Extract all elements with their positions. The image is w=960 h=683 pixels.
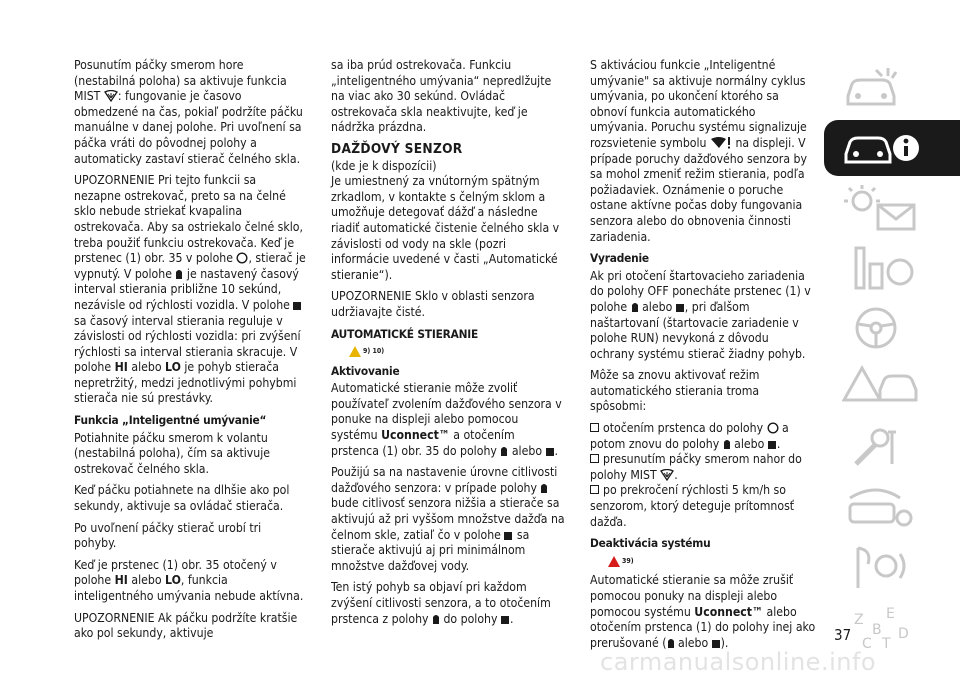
auto-square-icon xyxy=(546,448,555,457)
tab-maintenance[interactable] xyxy=(824,420,960,476)
paragraph: Keď páčku potiahnete na dlhšie ako pol sekundy, aktivuje sa ovládač stierača. xyxy=(74,483,290,514)
tab-dashboard[interactable] xyxy=(824,60,960,116)
auto-square-icon xyxy=(676,304,685,313)
tab-driving[interactable] xyxy=(824,300,960,356)
paragraph: UPOZORNENIE Ak páčku podržíte kratšie ako pol sekundy, aktivuje xyxy=(74,610,298,641)
chapter-tabs xyxy=(824,60,960,660)
svg-text:T: T xyxy=(882,636,891,652)
svg-text:Z: Z xyxy=(854,612,864,628)
subheading-reset: Vyradenie xyxy=(590,251,649,266)
paragraph: S aktiváciou funkcie „Inteligentné umývanie" sa aktivuje normálny cyklus umývania, po ukončení ktorého sa obnoví funkcia automatického umývania. Poruchu systému signalizuje rozsvietenie symbolu na displeji. V prípade poruchy dažďového senzora by sa mohol zmeniť režim stierania, podľa požiadaviek. Oznámenie o poruche ostane aktívne počas doby fungovania senzora alebo do obnovenia činnosti zariadenia. xyxy=(590,58,807,244)
list-item: presunutím páčky smerom nahor do polohy MIST . xyxy=(590,452,802,482)
steering-wheel-icon xyxy=(842,304,922,352)
section-heading-auto-wipe: AUTOMATICKÉ STIERANIE xyxy=(331,326,479,341)
watermark: carmanualsonline.info xyxy=(600,648,877,676)
bullet-box-icon xyxy=(590,485,599,494)
svg-text:E: E xyxy=(886,606,895,622)
multimedia-icon xyxy=(842,544,922,592)
index-icon xyxy=(842,604,922,652)
warning-triangle-icon xyxy=(349,346,361,357)
warning-reference: 39) xyxy=(608,554,816,570)
list-item: otočením prstenca do polohy a potom znovu do polohy alebo . xyxy=(590,421,789,451)
paragraph: Ak pri otočení štartovacieho zariadenia do polohy OFF ponecháte prstenec (1) v polohe alebo , pri ďalšom naštartovaní (štartovacie zariadenie v polohe RUN) nevykoná z dôvodu ochrany systému stierač žiadny pohyb. xyxy=(590,268,811,361)
bullet-box-icon xyxy=(590,454,599,463)
page-number: 37 xyxy=(834,626,852,644)
tab-emergency[interactable] xyxy=(824,360,960,416)
warning-reference: 9) 10) xyxy=(349,344,565,360)
section-heading-rain-sensor: DAŽĎOVÝ SENZOR xyxy=(331,140,463,157)
tab-safety[interactable] xyxy=(824,240,960,296)
auto-square-icon xyxy=(501,616,510,625)
paragraph: Potiahnite páčku smerom k volantu (nestabilná poloha), čím sa aktivuje ostrekovač čelného skla. xyxy=(74,430,271,476)
interval-icon xyxy=(432,612,440,625)
off-ring-icon xyxy=(767,422,779,434)
interval-icon xyxy=(667,636,675,649)
lights-message-icon xyxy=(842,183,922,233)
auto-square-icon xyxy=(293,302,302,311)
interval-icon xyxy=(540,481,548,494)
safety-icon xyxy=(842,244,922,292)
paragraph: Posunutím páčky smerom hore (nestabilná poloha) sa aktivuje funkcia MIST : fungovanie je časovo obmedzené na čas, pokiaľ podržíte páčku manuálne v danej polohe. Pri uvoľnení sa páčka vráti do pôvodnej polohy a automaticky zastaví stierač čelného skla. xyxy=(74,58,303,166)
rain-sensor-fault-icon xyxy=(710,136,732,149)
section-heading: Funkcia „Inteligentné umývanie“ xyxy=(74,413,267,428)
paragraph: Je umiestnený za vnútorným spätným zrkadlom, v kontakte s čelným sklom a umožňuje detegovať dážď a následne riadiť automatické čistenie čelného skla v závislosti od vody na skle (pozri informácie uvedené v časti „Automatické stieranie“). xyxy=(331,174,560,282)
paragraph: Po uvoľnení páčky stierač urobí tri pohyby. xyxy=(74,520,262,551)
tools-icon xyxy=(842,424,922,472)
subheading-deactivation: Deaktivácia systému xyxy=(590,536,711,551)
paragraph: Môže sa znovu aktivovať režim automatického stierania troma spôsobmi: xyxy=(590,368,760,414)
tab-car-info[interactable] xyxy=(824,120,960,176)
text-column-3 xyxy=(590,58,816,657)
svg-text:B: B xyxy=(872,622,882,638)
warning-car-icon xyxy=(842,364,922,412)
bullet-box-icon xyxy=(590,423,599,432)
car-specs-icon xyxy=(842,484,922,532)
paragraph: Použijú sa na nastavenie úrovne citlivosti dažďového senzora: v prípade polohy bude citlivosť senzora nižšia a stierače sa aktivujú až pri vyššom množstve dažďa na čelnom skle, zatiaľ čo v polohe sa stierače aktivujú aj pri minimálnom množstve dažďovej vody. xyxy=(331,465,565,573)
interval-icon xyxy=(723,437,731,450)
interval-icon xyxy=(631,300,639,313)
paragraph: Ten istý pohyb sa objaví pri každom zvýšení citlivosti senzora, a to otočením prstenca z polohy do polohy . xyxy=(331,580,551,626)
tab-specifications[interactable] xyxy=(824,480,960,536)
svg-text:C: C xyxy=(862,636,872,652)
svg-text:D: D xyxy=(898,626,909,642)
paragraph: sa iba prúd ostrekovača. Funkciu „inteligentného umývania“ nepredlžujte na viac ako 30 sekúnd. Ovládač ostrekovača skla neaktivujte, keď je nádržka prázdna. xyxy=(331,58,552,135)
mist-icon xyxy=(660,469,674,481)
text-column-1 xyxy=(74,58,306,648)
paragraph: Automatické stieranie môže zvoliť používateľ zvolením dažďového senzora v ponuke na displeji alebo pomocou systému Uconnect™ a otočením prstenca (1) obr. 35 do polohy alebo . xyxy=(331,381,562,458)
paragraph: UPOZORNENIE Pri tejto funkcii sa nezapne ostrekovač, preto sa na čelné sklo nebude striekať kvapalina ostrekovača. Aby sa ostriekalo čelné sklo, treba použiť funkciu ostrekovača. Keď je prstenec (1) obr. 35 v polohe , stierač je vypnutý. V polohe je nastavený časový interval stierania približne 10 sekúnd, nezávisle od rýchlosti vozidla. V polohe sa časový interval stierania reguluje v závislosti od rýchlosti vozidla: pri zvýšení rýchlosti sa interval stierania skracuje. V polohe HI alebo LO je pohyb stierača nepretržitý, medzi jednotlivými pohybmi stierača nie sú prestávky. xyxy=(74,173,306,406)
list-item: po prekročení rýchlosti 5 km/h so senzorom, ktorý deteguje prítomnosť dažďa. xyxy=(590,483,795,529)
tab-lights-messages[interactable] xyxy=(824,180,960,236)
off-ring-icon xyxy=(236,252,248,264)
paragraph: UPOZORNENIE Sklo v oblasti senzora udržiavajte čisté. xyxy=(331,289,535,319)
car-info-icon xyxy=(842,126,922,170)
warning-triangle-icon xyxy=(608,556,620,567)
subheading-activation: Aktivovanie xyxy=(331,363,400,378)
paragraph: (kde je k dispozícii) xyxy=(331,158,437,173)
paragraph: Automatické stieranie sa môže zrušiť pomocou ponuky na displeji alebo pomocou systému Uconnect™ alebo otočením prstenca (1) do polohy inej ako prerušované ( alebo ). xyxy=(590,573,816,650)
text-column-2 xyxy=(331,58,565,633)
paragraph: Keď je prstenec (1) obr. 35 otočený v polohe HI alebo LO, funkcia inteligentného umývania nebude aktívna. xyxy=(74,557,304,603)
tab-multimedia[interactable] xyxy=(824,540,960,596)
auto-square-icon xyxy=(768,441,777,450)
mist-icon xyxy=(104,90,118,102)
car-dashboard-icon xyxy=(842,66,902,110)
